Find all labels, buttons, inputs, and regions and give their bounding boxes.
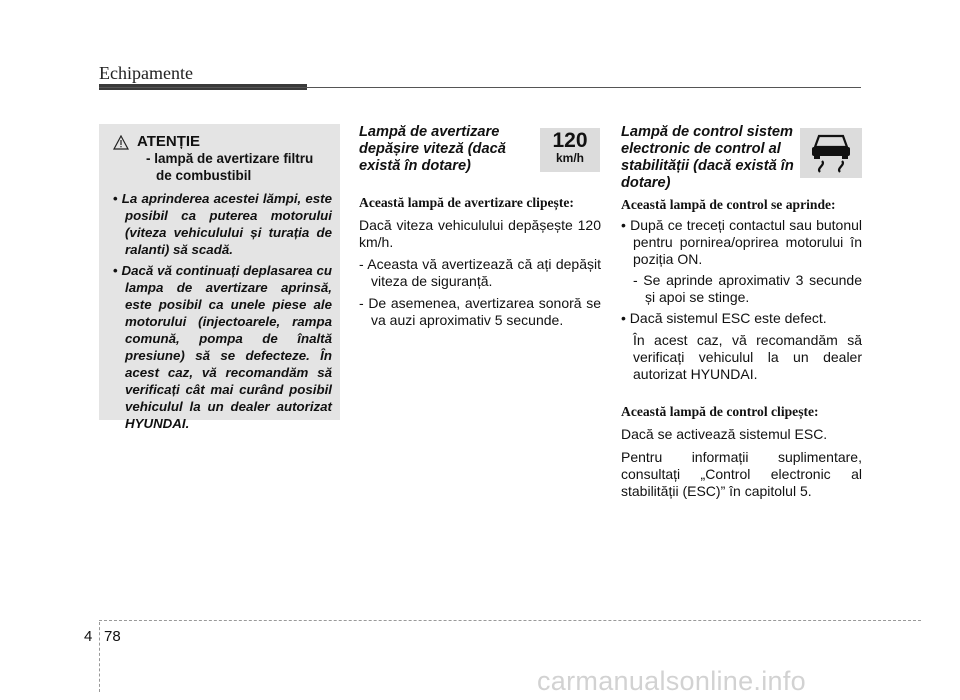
footer-rule (99, 620, 921, 621)
esc-bullet-item: • După ce treceți contactul sau butonul pentru pornirea/oprirea motorului în poziția ON. (621, 217, 862, 267)
watermark: carmanualsonline.info (537, 666, 806, 696)
page-chapter: 4 (84, 628, 93, 645)
esc-body: Dacă se activează sistemul ESC. (621, 426, 828, 442)
warning-list (113, 190, 332, 432)
esc-subheading-on: Această lampă de control se aprinde: (621, 197, 836, 212)
speed-icon-unit: km/h (555, 151, 584, 165)
page-header-title: Echipamente (99, 63, 193, 83)
footer-vertical-rule (99, 622, 100, 692)
speed-120-icon (540, 128, 600, 172)
warning-triangle-icon (113, 135, 129, 150)
warning-item: • La aprinderea acestei lămpi, este posibil ca puterea motorului (viteza vehiculului și turația de ralanti) să scadă. (113, 191, 332, 257)
esc-bullet-item: • Dacă sistemul ESC este defect. (621, 310, 827, 326)
page-number: 78 (104, 628, 121, 645)
speed-warning-section (359, 124, 601, 329)
header-rule (99, 87, 861, 88)
speed-icon-number: 120 (552, 129, 588, 152)
esc-subheading-blink: Această lampă de control clipește: (621, 404, 819, 419)
warning-item: • Dacă vă continuați deplasarea cu lampa de avertizare aprinsă, este posibil ca unele piese ale motorului (injectoarele, rampa comună, pompa de înaltă presiune) să se defecteze. În acest caz, vă recomandăm să verificați cât mai curând posibil vehiculul la un dealer autorizat HYUNDAI. (113, 263, 332, 431)
esc-section (621, 124, 862, 500)
speed-dash-item: - De asemenea, avertizarea sonoră se va auzi aproximativ 5 secunde. (359, 295, 601, 328)
esc-bullet-text: În acest caz, vă recomandăm să verificați vehiculul la un dealer autorizat HYUNDAI. (633, 332, 862, 382)
esc-subdash-item: - Se aprinde aproximativ 3 secunde și apoi se stinge. (633, 272, 862, 305)
esc-skid-icon (800, 128, 862, 178)
speed-dash-item: - Aceasta vă avertizează că ați depășit viteza de siguranță. (359, 256, 601, 289)
speed-body: Dacă viteza vehiculului depășește 120 km/h. (359, 217, 601, 250)
warning-subtitle: - lampă de avertizare filtru de combustibil (146, 151, 314, 183)
warning-title: ATENȚIE (137, 133, 201, 150)
esc-section-title: Lampă de control sistem electronic de control al stabilității (dacă există în dotare) (621, 124, 794, 191)
car-skid-icon (800, 128, 862, 178)
speed-subheading: Această lampă de avertizare clipește: (359, 195, 574, 210)
speed-section-title: Lampă de avertizare depășire viteză (dacă există în dotare) (359, 124, 506, 174)
warning-header (113, 134, 332, 150)
warning-box (99, 124, 340, 431)
esc-body-info: Pentru informații suplimentare, consultați „Control electronic al stabilității (ESC)” în capitolul 5. (621, 449, 862, 499)
